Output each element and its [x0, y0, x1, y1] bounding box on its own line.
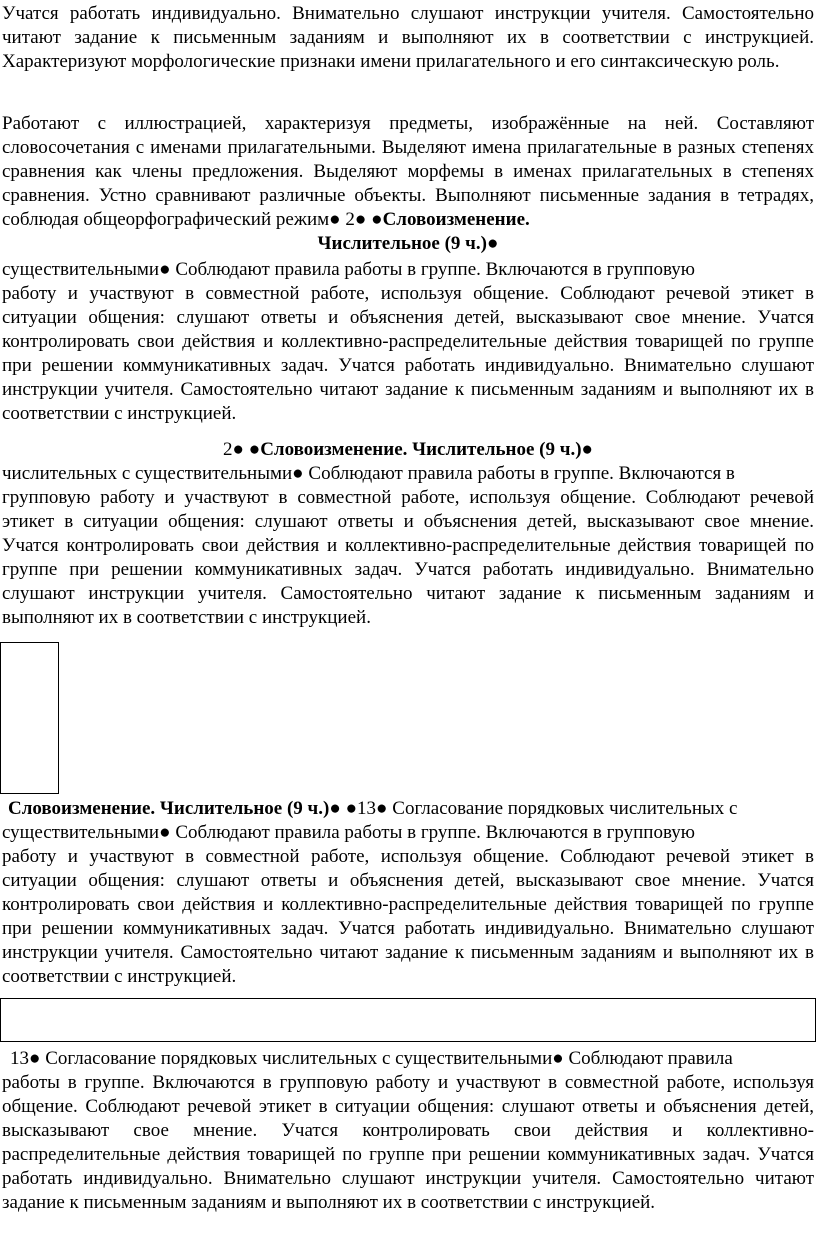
bullet-sequence: 2● ●: [222, 439, 261, 460]
paragraph-5: [2, 845, 814, 989]
paragraph-3-lead: существительными: [2, 259, 160, 280]
paragraph-4-line-1: [2, 462, 814, 486]
bullet: ●: [159, 259, 171, 280]
paragraph-3-line-1: [2, 258, 814, 282]
section-heading-1-text: Числительное (9 ч.): [317, 233, 487, 254]
bullet: ●: [159, 822, 171, 843]
paragraph-3-first-line: Соблюдают правила работы в группе. Включаются в групповую: [170, 259, 695, 280]
section-title-inline: Словоизменение.: [382, 209, 530, 230]
paragraph-1-text: Учатся работать индивидуально. Внимательно слушают инструкции учителя. Самостоятельно читают задание к письменным заданиям и выполняют их в соответствии с инструкцией. Характеризуют морфологические признаки имени прилагательного и его синтаксическую роль.: [2, 3, 814, 72]
paragraph-6-line-1: [10, 1047, 814, 1071]
bullet: ●: [486, 233, 499, 254]
bullet: ●: [292, 463, 304, 484]
bullet-sequence: ● ●13●: [329, 798, 388, 819]
section-heading-1: [0, 232, 816, 256]
paragraph-5-text: работу и участвуют в совместной работе, используя общение. Соблюдают речевой этикет в ситуации общения: слушают ответы и объяснения детей, высказывают свое мнение. Учатся контролировать свои действия и коллективно-распределительные действия товарищей по группе при решении коммуникативных задач. Учатся работать индивидуально. Внимательно слушают инструкции учителя. Самостоятельно читают задание к письменным заданиям и выполняют их в соответствии с инструкцией.: [2, 846, 814, 987]
bullet-sequence: ● 2● ●: [329, 209, 383, 230]
bullet: ●: [581, 439, 594, 460]
paragraph-6: [2, 1071, 814, 1215]
paragraph-5-first-line: Согласование порядковых числительных с: [387, 798, 738, 819]
paragraph-6-text: работы в группе. Включаются в групповую работу и участвуют в совместной работе, используя общение. Соблюдают речевой этикет в ситуации общения: слушают ответы и объяснения детей, высказывают свое мнение. Учатся контролировать свои действия и коллективно-распределительные действия товарищей по группе при решении коммуникативных задач. Учатся работать индивидуально. Внимательно слушают инструкции учителя. Самостоятельно читают задание к письменным заданиям и выполняют их в соответствии с инструкцией.: [2, 1072, 814, 1213]
section-heading-2: [0, 438, 816, 462]
paragraph-3-text: работу и участвуют в совместной работе, используя общение. Соблюдают речевой этикет в ситуации общения: слушают ответы и объяснения детей, высказывают свое мнение. Учатся контролировать свои действия и коллективно-распределительные действия товарищей по группе при решении коммуникативных задач. Учатся работать индивидуально. Внимательно слушают инструкции учителя. Самостоятельно читают задание к письменным заданиям и выполняют их в соответствии с инструкцией.: [2, 283, 814, 424]
paragraph-2: [2, 112, 814, 232]
paragraph-6-first-line-tail: Соблюдают правила: [563, 1048, 733, 1069]
section-heading-2-text: Словоизменение. Числительное (9 ч.): [260, 439, 582, 460]
empty-table-cell: [0, 642, 59, 794]
bullet-sequence: 13●: [10, 1048, 41, 1069]
paragraph-5-line-2: [2, 821, 814, 845]
empty-table-row: [0, 998, 816, 1042]
paragraph-4-lead: числительных с существительными: [2, 463, 293, 484]
paragraph-4-first-line: Соблюдают правила работы в группе. Включаются в: [303, 463, 735, 484]
paragraph-5-line-1: [8, 797, 814, 821]
paragraph-1: [2, 2, 814, 74]
paragraph-4-text: групповую работу и участвуют в совместной работе, используя общение. Соблюдают речевой этикет в ситуации общения: слушают ответы и объяснения детей, высказывают свое мнение. Учатся контролировать свои действия и коллективно-распределительные действия товарищей по группе при решении коммуникативных задач. Учатся работать индивидуально. Внимательно слушают инструкции учителя. Самостоятельно читают задание к письменным заданиям и выполняют их в соответствии с инструкцией.: [2, 487, 814, 628]
paragraph-5-lead: существительными: [2, 822, 160, 843]
paragraph-5-second-line: Соблюдают правила работы в группе. Включаются в групповую: [170, 822, 695, 843]
paragraph-3: [2, 282, 814, 426]
paragraph-6-first-line: Согласование порядковых числительных с существительными: [40, 1048, 553, 1069]
section-title-inline: Словоизменение. Числительное (9 ч.): [8, 798, 330, 819]
paragraph-2-text: Работают с иллюстрацией, характеризуя предметы, изображённые на ней. Составляют словосочетания с именами прилагательными. Выделяют имена прилагательные в разных степенях сравнения как члены предложения. Выделяют морфемы в именах прилагательных в степенях сравнения. Устно сравнивают различные объекты. Выполняют письменные задания в тетрадях, соблюдая общеорфографический режим: [2, 113, 814, 230]
paragraph-4: [2, 486, 814, 630]
bullet: ●: [552, 1048, 564, 1069]
